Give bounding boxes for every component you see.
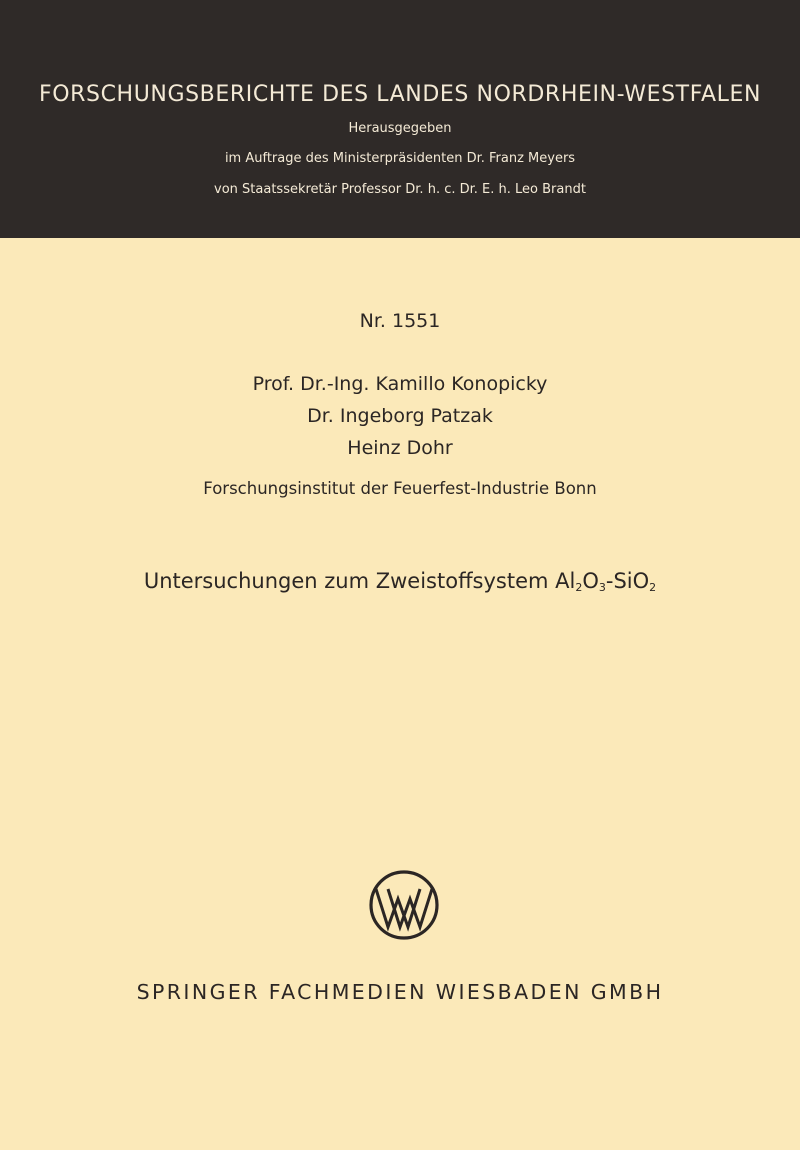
title-subscript: 2	[575, 581, 583, 594]
author-3: Heinz Dohr	[347, 437, 453, 459]
publisher-name: SPRINGER FACHMEDIEN WIESBADEN GMBH	[136, 980, 664, 1004]
title-text: -SiO	[605, 569, 650, 593]
publisher-logo-icon	[368, 869, 440, 941]
title-subscript: 3	[598, 581, 606, 594]
title-text: O	[582, 569, 599, 593]
institute-name: Forschungsinstitut der Feuerfest-Industrie Bonn	[203, 479, 597, 498]
author-2: Dr. Ingeborg Patzak	[307, 405, 493, 427]
editor-name: von Staatssekretär Professor Dr. h. c. Dr. E. h. Leo Brandt	[214, 182, 586, 197]
commission-note: im Auftrage des Ministerpräsidenten Dr. Franz Meyers	[224, 151, 576, 166]
editor-note: Herausgegeben	[348, 121, 452, 136]
title-text: Untersuchungen zum Zweistoffsystem Al	[143, 569, 576, 593]
header-band	[0, 0, 800, 238]
report-number: Nr. 1551	[359, 310, 441, 332]
author-1: Prof. Dr.-Ing. Kamillo Konopicky	[252, 373, 548, 395]
series-title: FORSCHUNGSBERICHTE DES LANDES NORDRHEIN-WESTFALEN	[38, 82, 762, 107]
report-title	[0, 569, 800, 594]
title-subscript: 2	[649, 581, 657, 594]
